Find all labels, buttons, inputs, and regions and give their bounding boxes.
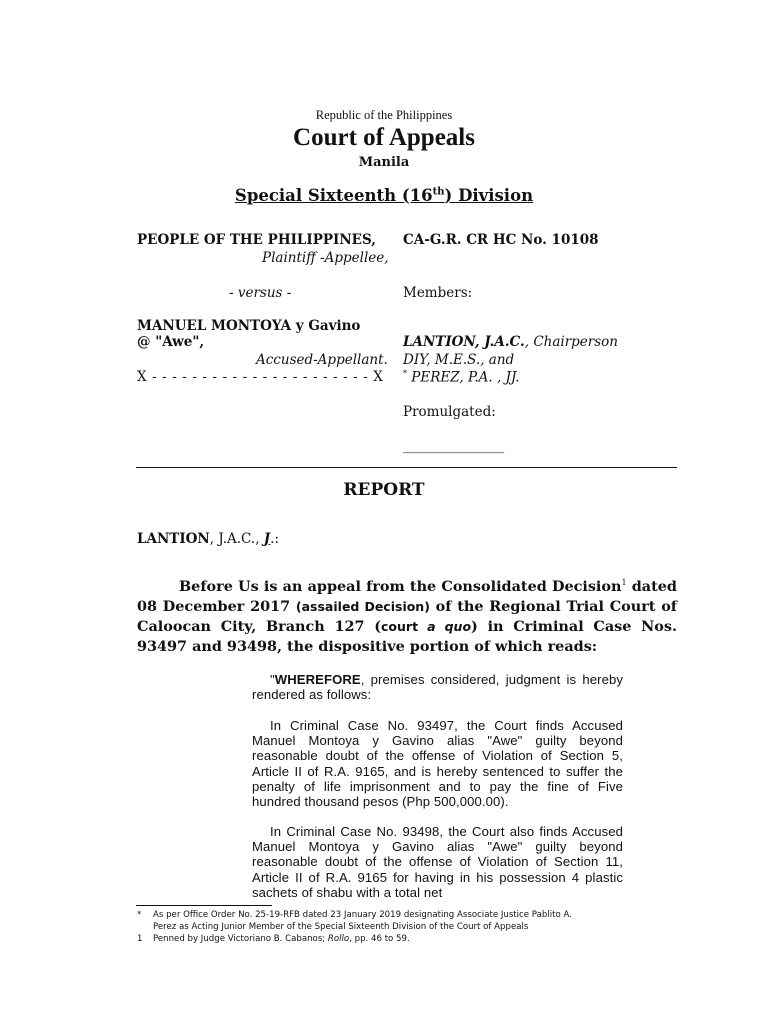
footnote-star-mark: *: [137, 910, 142, 920]
plaintiff-name: PEOPLE OF THE PHILIPPINES,: [137, 232, 376, 248]
quote-case-93497: In Criminal Case No. 93497, the Court finds Accused Manuel Montoya y Gavino alias "Awe" guilty beyond reasonable doubt of the offense of Violation of Section 5, Article II of R.A. 9165, and is hereby sentenced to suffer the penalty of life imprisonment and to pay the fine of Five hundred thousand pesos (Php 500,000.00).: [252, 718, 623, 810]
member-diy: DIY, M.E.S., and: [403, 352, 515, 368]
court-city: Manila: [358, 155, 410, 170]
promulgated-blank: _______________: [403, 438, 505, 454]
quote-case-93498: In Criminal Case No. 93498, the Court also finds Accused Manuel Montoya y Gavino alias "Awe" guilty beyond reasonable doubt of the offense of Violation of Section 11, Article II of R.A. 9165 for having in his possession 4 plastic sachets of shabu with a total net: [252, 824, 623, 900]
quote-wherefore: "WHEREFORE, premises considered, judgment is hereby rendered as follows:: [252, 672, 623, 703]
footnote-star-line1: As per Office Order No. 25-19-RFB dated 23 January 2019 designating Associate Justice Pablito A.: [153, 910, 572, 920]
report-title: REPORT: [343, 480, 425, 500]
body-paragraph-1: Before Us is an appeal from the Consolidated Decision$^1$ dated 08 December 2017 (assailed Decision) of the Regional Trial Court of Caloocan City, Branch 127 (court a quo) in Criminal Case Nos. 93497 and 93498, the dispositive portion of which reads:: [137, 577, 677, 655]
caption-x-line: X - - - - - - - - - - - - - - - - - - - - - - X: [137, 369, 384, 385]
footnote-divider: [136, 905, 272, 906]
case-number: CA-G.R. CR HC No. 10108: [403, 232, 599, 248]
member-lantion: LANTION, J.A.C., Chairperson: [403, 334, 618, 350]
footnote-1-text: Penned by Judge Victoriano B. Cabanos; Rollo, pp. 46 to 59.: [153, 934, 410, 944]
promulgated-label: Promulgated:: [403, 404, 496, 420]
accused-alias: @ "Awe",: [137, 334, 205, 350]
caption-divider: [136, 467, 677, 468]
republic-line: Republic of the Philippines: [315, 108, 453, 122]
accused-name: MANUEL MONTOYA y Gavino: [137, 318, 361, 334]
members-label: Members:: [403, 285, 473, 301]
member-perez: * PEREZ, P.A. , JJ.: [403, 369, 520, 386]
ponente-line: LANTION, J.A.C., J.:: [137, 531, 280, 547]
accused-role: Accused-Appellant.: [256, 352, 388, 368]
division-title: Special Sixteenth (16th) Division: [234, 186, 534, 205]
footnote-1-mark: 1: [137, 934, 143, 944]
footnote-star-line2: Perez as Acting Junior Member of the Special Sixteenth Division of the Court of Appeals: [153, 922, 529, 932]
court-name: Court of Appeals: [293, 124, 475, 151]
versus-text: - versus -: [229, 285, 292, 301]
plaintiff-role: Plaintiff -Appellee,: [262, 250, 389, 266]
